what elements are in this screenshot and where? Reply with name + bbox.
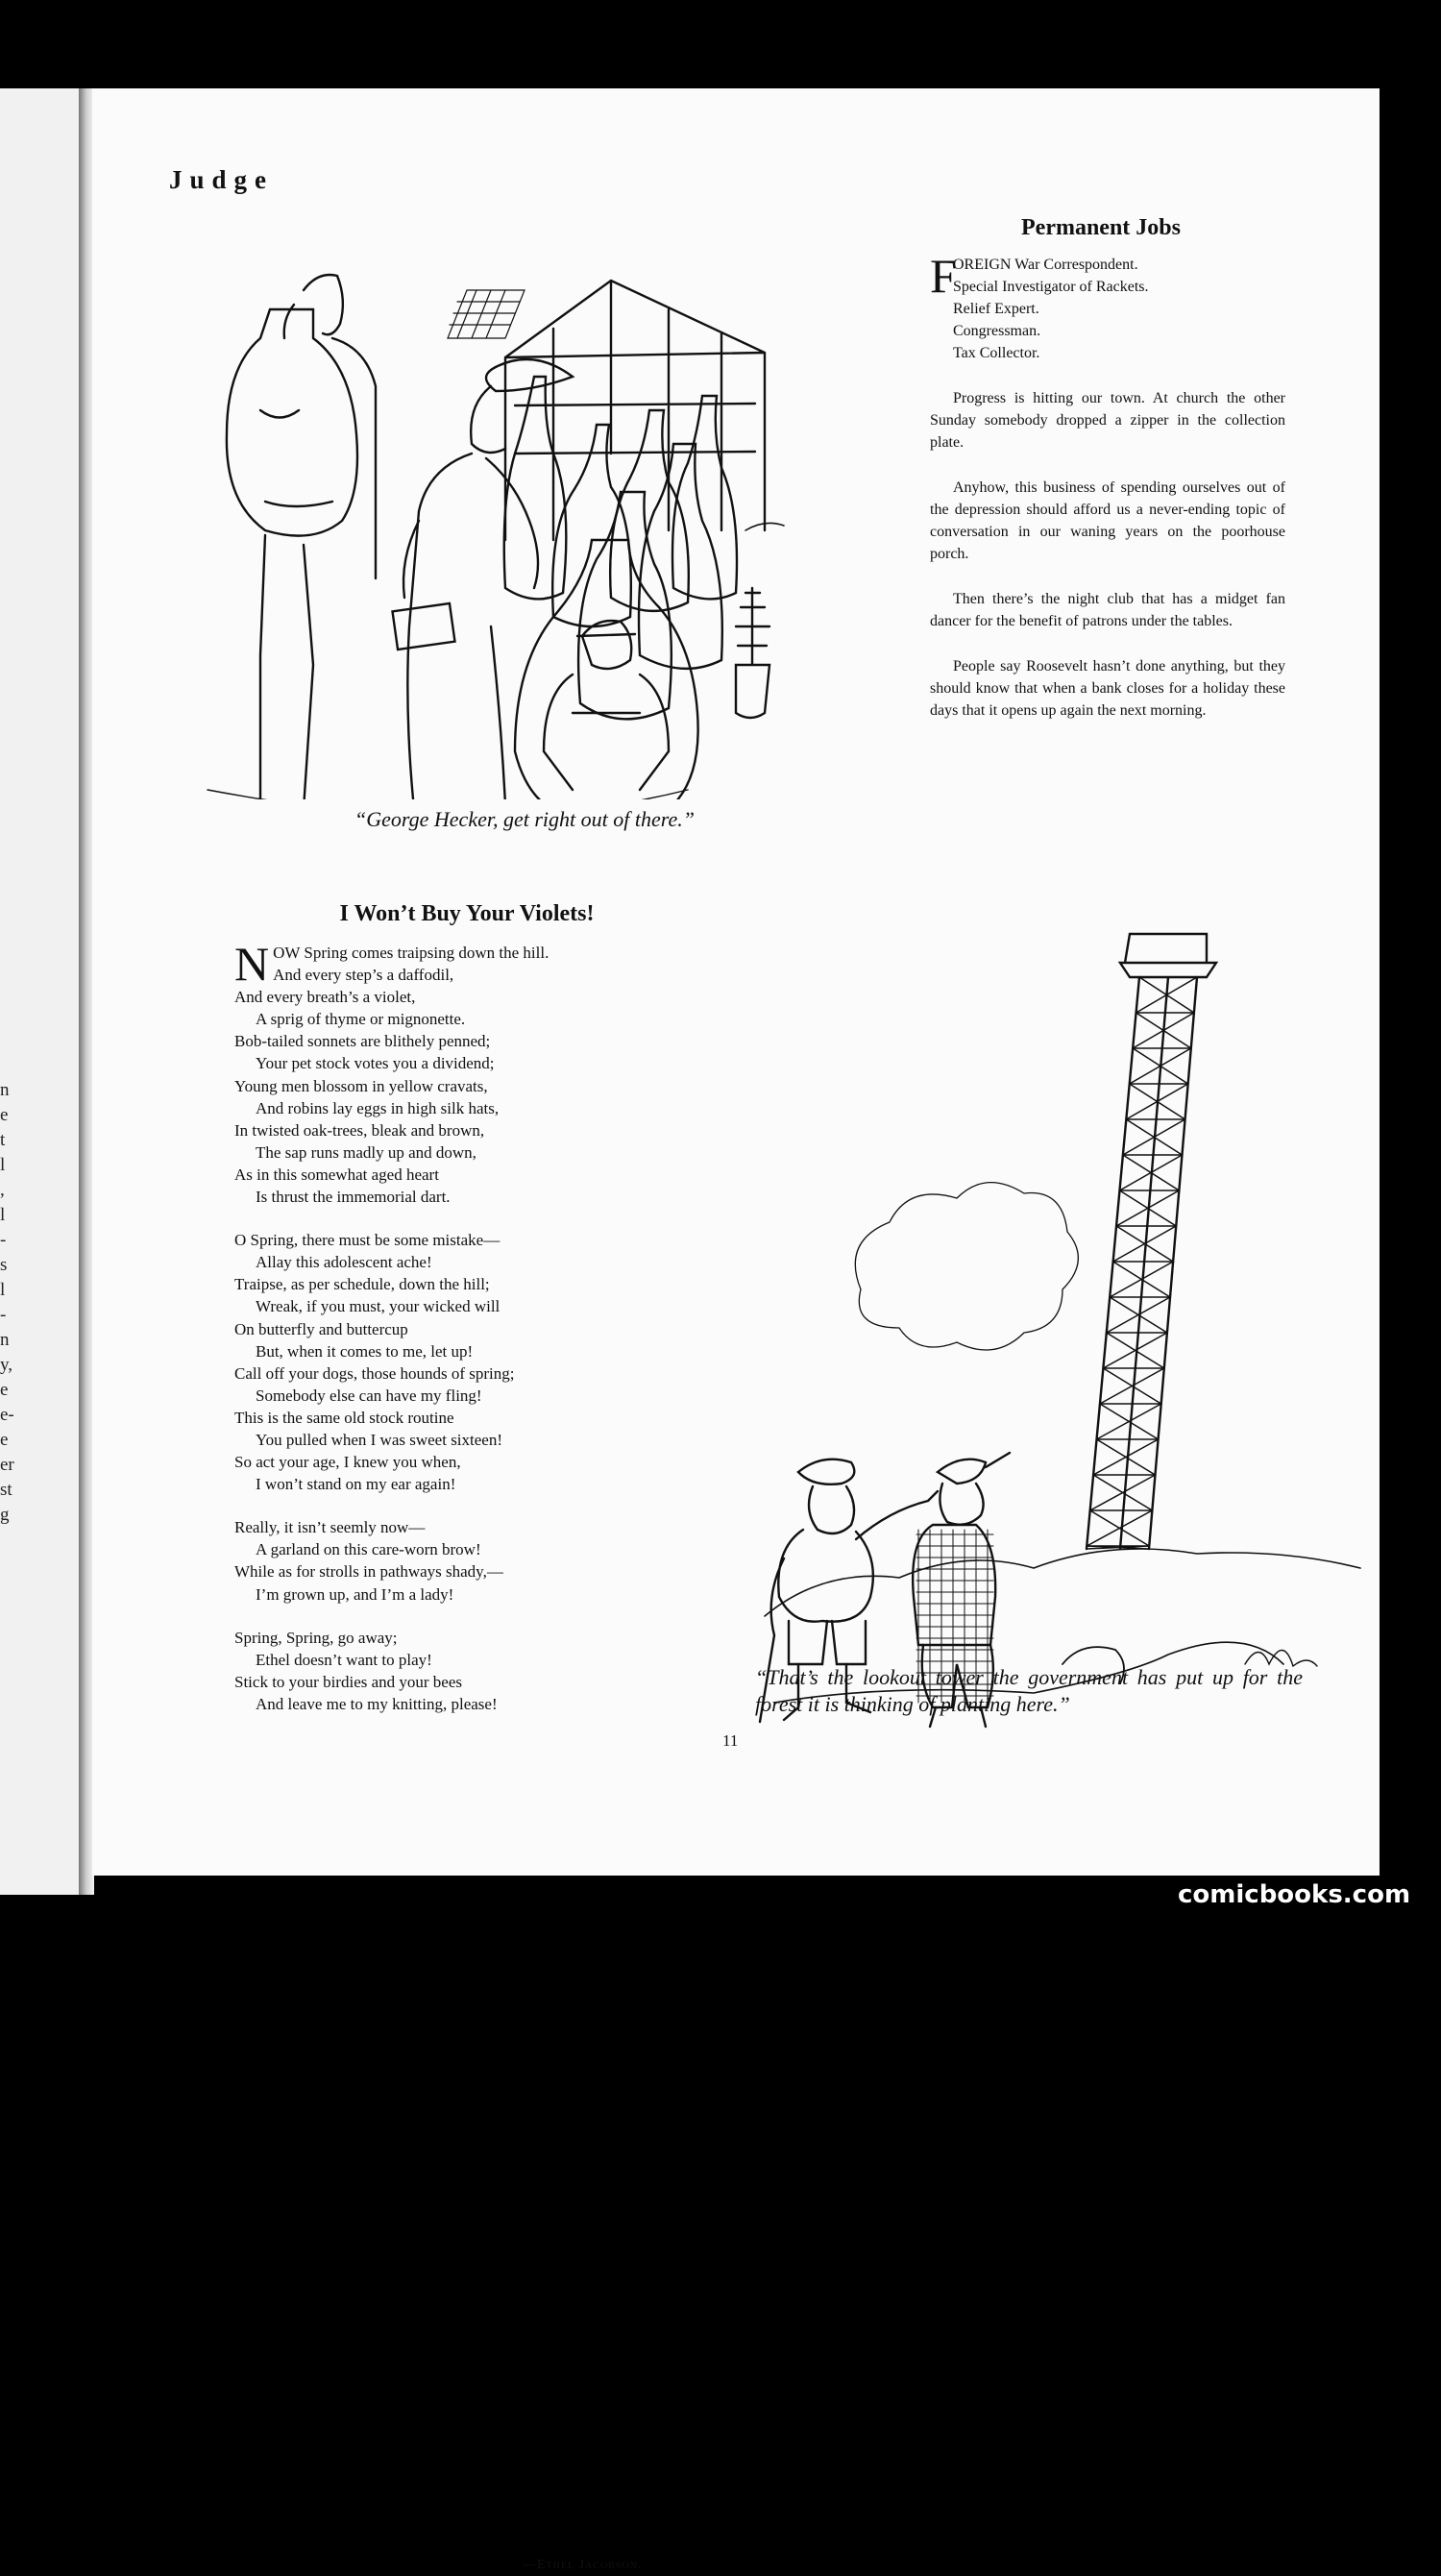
poem-dropcap: N <box>234 937 270 991</box>
poem-stanza <box>234 1627 647 1715</box>
poem-line: Ethel doesn’t want to play! <box>256 1650 432 1669</box>
facing-page-fragment: l <box>0 1155 6 1175</box>
facing-page-edge <box>0 88 79 1895</box>
poem-stanza <box>234 1516 647 1605</box>
poem-line: Somebody else can have my fling! <box>256 1386 482 1405</box>
jobs-list-item: Tax Collector. <box>953 345 1040 361</box>
facing-page-fragment: - <box>0 1230 7 1250</box>
facing-page-fragment: n <box>0 1080 10 1100</box>
poem-line: A garland on this care-worn brow! <box>256 1540 481 1559</box>
facing-page-fragment: er <box>0 1455 14 1475</box>
poem-line: And every breath’s a violet, <box>234 988 416 1007</box>
poem-line: Spring, Spring, go away; <box>234 1628 398 1647</box>
poem-stanza <box>234 1229 647 1495</box>
facing-page-fragment: g <box>0 1505 10 1525</box>
poem-line: Really, it isn’t seemly now— <box>234 1518 426 1537</box>
facing-page-fragment: l <box>0 1280 6 1300</box>
poem-line: Stick to your birdies and your bees <box>234 1672 463 1691</box>
poem-line: I’m grown up, and I’m a lady! <box>256 1584 454 1604</box>
facing-page-fragment: e <box>0 1380 9 1400</box>
facing-page-fragment: e <box>0 1105 9 1125</box>
magazine-header: Judge <box>169 165 275 194</box>
facing-page-fragment: - <box>0 1305 7 1325</box>
poem-line: OW Spring comes traipsing down the hill. <box>273 944 550 962</box>
poem-line: In twisted oak-trees, bleak and brown, <box>234 1120 485 1140</box>
poem-line: Wreak, if you must, your wicked will <box>256 1297 501 1316</box>
poem-line: O Spring, there must be some mistake— <box>234 1231 501 1250</box>
permanent-jobs-article <box>930 249 1285 722</box>
poem-line: But, when it comes to me, let up! <box>256 1341 474 1361</box>
poem-body <box>234 937 647 2572</box>
facing-page-fragment: t <box>0 1130 6 1150</box>
jobs-list-item: Relief Expert. <box>953 301 1039 317</box>
poem-line: A sprig of thyme or mignonette. <box>256 1010 466 1029</box>
facing-page-text-fragments <box>0 1078 13 1528</box>
cartoon-caption-bottom: “That’s the lookout tower the government has put up for the forest it is thinking of planting here.” <box>755 1665 1303 1716</box>
lookout-tower-cartoon <box>745 838 1399 1751</box>
facing-page-fragment: e <box>0 1430 9 1450</box>
poem-line: Traipse, as per schedule, down the hill; <box>234 1275 490 1294</box>
facing-page-fragment: n <box>0 1330 10 1350</box>
page-number: 11 <box>722 1731 739 1750</box>
facing-page-fragment: , <box>0 1180 5 1200</box>
poem-line: And robins lay eggs in high silk hats, <box>256 1098 500 1117</box>
jobs-dropcap: F <box>930 249 957 303</box>
poem-line: And every step’s a daffodil, <box>273 966 454 985</box>
jobs-paragraph: Then there’s the night club that has a midget fan dancer for the benefit of patrons under the tables. <box>930 591 1285 629</box>
poem-line: You pulled when I was sweet sixteen! <box>256 1430 503 1449</box>
poem-author: —Ethel Jacobson. <box>523 2558 643 2572</box>
poem-line: While as for strolls in pathways shady,— <box>234 1562 503 1582</box>
cartoon-caption-top: “George Hecker, get right out of there.” <box>354 807 695 831</box>
facing-page-fragment: l <box>0 1205 6 1225</box>
poem-title: I Won’t Buy Your Violets! <box>339 901 595 926</box>
jobs-list <box>930 249 1285 364</box>
facing-page-fragment: s <box>0 1255 8 1275</box>
poem-line: Call off your dogs, those hounds of spring; <box>234 1363 515 1383</box>
poem-line: And leave me to my knitting, please! <box>256 1694 498 1713</box>
poem-line: As in this somewhat aged heart <box>234 1165 439 1184</box>
poem-line: I won’t stand on my ear again! <box>256 1475 456 1494</box>
poem-line: This is the same old stock routine <box>234 1408 454 1427</box>
jobs-list-item: Congressman. <box>953 323 1041 339</box>
facing-page-fragment: st <box>0 1480 12 1500</box>
jobs-paragraph: People say Roosevelt hasn’t done anything, but they should know that when a bank closes for a holiday these days that it opens up again the next morning. <box>930 658 1285 719</box>
permanent-jobs-title: Permanent Jobs <box>1021 215 1181 240</box>
poem-line: Your pet stock votes you a dividend; <box>256 1054 495 1073</box>
poem-line: On butterfly and buttercup <box>234 1319 408 1338</box>
site-watermark: comicbooks.com <box>1178 1880 1411 1909</box>
poem-line: Allay this adolescent ache! <box>256 1253 432 1272</box>
jobs-paragraph: Anyhow, this business of spending ourselves out of the depression should afford us a never-ending topic of conversation in our waning years on the poorhouse porch. <box>930 479 1285 562</box>
bottle-greenhouse-cartoon <box>169 213 803 799</box>
poem-line: Bob-tailed sonnets are blithely penned; <box>234 1032 491 1051</box>
jobs-list-item: OREIGN War Correspondent. <box>953 257 1138 273</box>
poem-line: So act your age, I knew you when, <box>234 1453 461 1472</box>
poem-stanza <box>234 937 647 1208</box>
jobs-list-item: Special Investigator of Rackets. <box>953 279 1149 295</box>
poem-line: Young men blossom in yellow cravats, <box>234 1076 488 1095</box>
facing-page-fragment: e- <box>0 1405 14 1425</box>
poem-line: The sap runs madly up and down, <box>256 1142 476 1162</box>
jobs-paragraph: Progress is hitting our town. At church the other Sunday somebody dropped a zipper in the collection plate. <box>930 390 1285 451</box>
poem-line: Is thrust the immemorial dart. <box>256 1188 451 1207</box>
facing-page-fragment: y, <box>0 1355 13 1375</box>
